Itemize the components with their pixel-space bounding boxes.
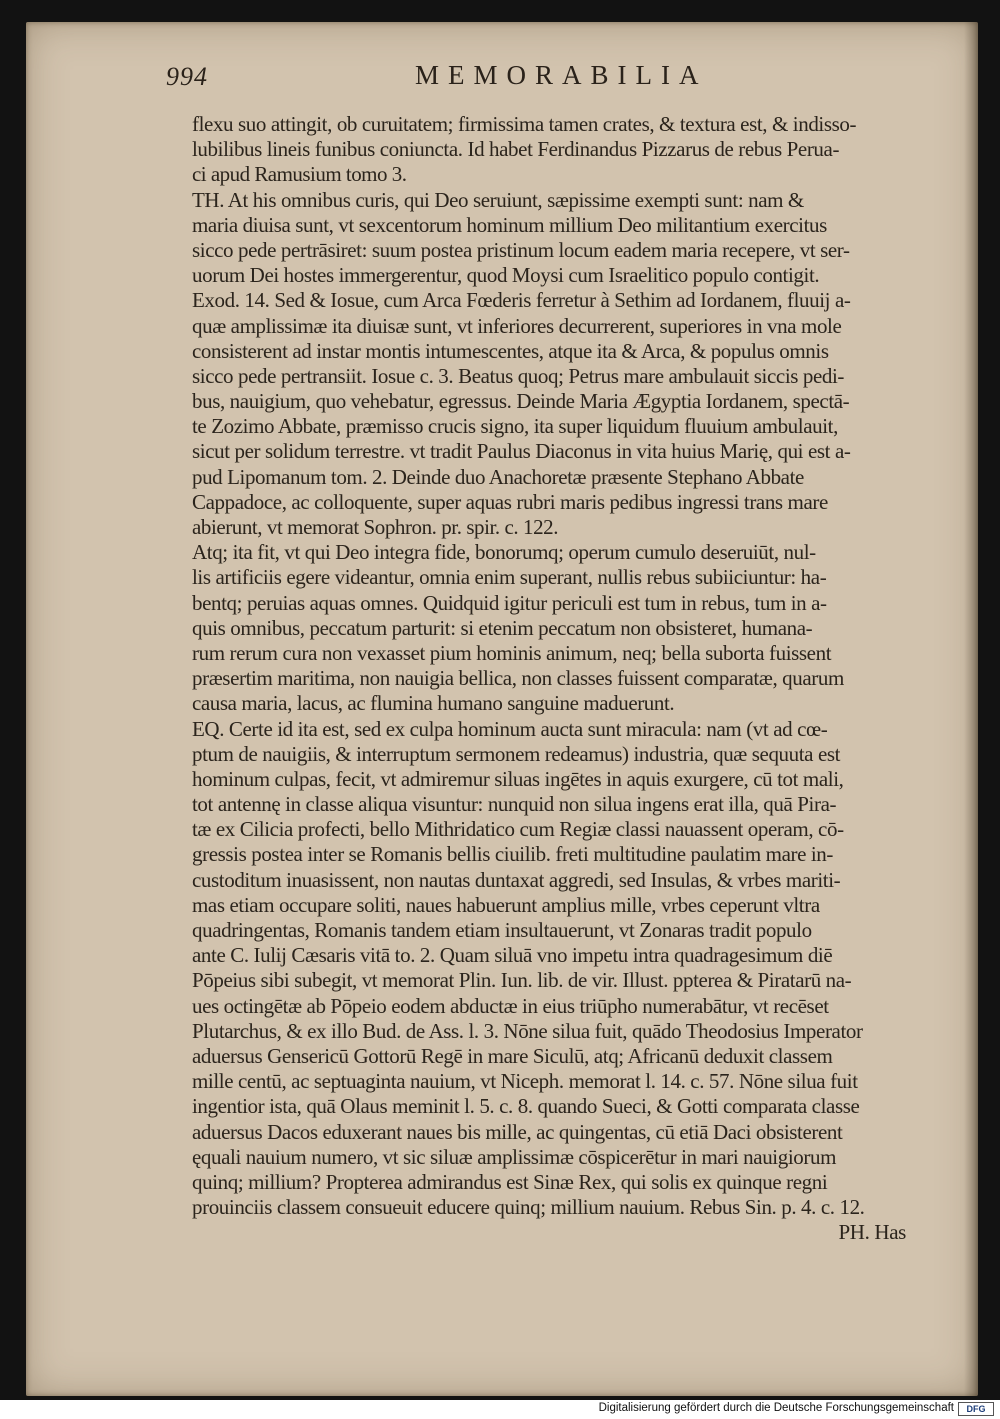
running-title: MEMORABILIA <box>415 60 708 90</box>
text-line: Pōpeius sibi subegit, vt memorat Plin. Iun. lib. de vir. Illust. ppterea & Piratarū na- <box>192 968 852 993</box>
text-line: tot antennę in classe aliqua visuntur: nunquid non silua ingens erat illa, quā Pira- <box>192 792 837 817</box>
text-line: uorum Dei hostes immergerentur, quod Moysi cum Israelitico populo contigit. <box>192 263 820 288</box>
text-line: prouinciis classem consueuit educere quinq; millium nauium. Rebus Sin. p. 4. c. 12. <box>192 1195 865 1220</box>
text-line: abierunt, vt memorat Sophron. pr. spir. c. 122. <box>192 515 559 539</box>
text-line: præsertim maritima, non nauigia bellica, non classes fuissent comparatæ, quarum <box>192 666 844 691</box>
text-line: bus, nauigium, quo vehebatur, egressus. Deinde Maria Ægyptia Iordanem, spectā- <box>192 389 850 414</box>
text-line: sicco pede pertransiit. Iosue c. 3. Beatus quoq; Petrus mare ambulauit siccis pedi- <box>192 363 845 388</box>
page-number: 994 <box>166 62 208 91</box>
text-line: ante C. Iulij Cæsaris vitā to. 2. Quam siluā vno impetu intra quadragesimum diē <box>192 943 833 968</box>
text-line: aduersus Dacos eduxerant naues bis mille, ac quingentas, cū etiā Daci obsisterent <box>192 1119 843 1144</box>
text-line: gressis postea inter se Romanis bellis ciuilib. freti multitudine paulatim mare in- <box>192 842 833 867</box>
funding-notice: Digitalisierung gefördert durch die Deutsche Forschungsgemeinschaft <box>598 1402 954 1414</box>
text-line: quæ amplissimæ ita diuisæ sunt, vt inferiores decurrerent, superiores in vna mole <box>192 313 842 338</box>
text-line: ci apud Ramusium tomo 3. <box>192 162 407 187</box>
text-line: ptum de nauigiis, & interruptum sermonem redeamus) industria, quæ sequuta est <box>192 741 841 766</box>
text-line: consisterent ad instar montis intumescentes, atque ita & Arca, & populus omnis <box>192 338 829 363</box>
dfg-logo-icon: DFG <box>958 1402 994 1416</box>
text-line: bentq; peruias aquas omnes. Quidquid igitur periculi est tum in rebus, tum in a- <box>192 590 827 615</box>
text-line: custoditum inuasissent, non nautas duntaxat aggredi, sed Insulas, & vrbes mariti- <box>192 867 841 892</box>
text-line: Plutarchus, & ex illo Bud. de Ass. l. 3. Nōne silua fuit, quādo Theodosius Imperator <box>192 1018 863 1043</box>
text-line: maria diuisa sunt, vt sexcentorum hominum millium Deo militantium exercitus <box>192 212 827 237</box>
text-line: mas etiam occupare soliti, naues habuerunt amplius mille, vrbes ceperunt vltra <box>192 892 820 917</box>
text-line: quadringentas, Romanis tandem etiam insultauerunt, vt Zonaras tradit populo <box>192 918 812 942</box>
text-line: TH. At his omnibus curis, qui Deo seruiunt, sæpissime exempti sunt: nam & <box>192 187 804 212</box>
text-line: lubilibus lineis funibus coniuncta. Id habet Ferdinandus Pizzarus de rebus Perua- <box>192 137 840 162</box>
text-line: lis artificiis egere videantur, omnia enim superant, nullis rebus subiiciuntur: ha- <box>192 565 827 590</box>
body-text <box>192 112 912 1245</box>
text-line: Exod. 14. Sed & Iosue, cum Arca Fœderis ferretur à Sethim ad Iordanem, fluuij a- <box>192 288 851 313</box>
page-edge-shadow <box>964 22 978 1396</box>
text-line: mille centū, ac septuaginta nauium, vt Niceph. memorat l. 14. c. 57. Nōne silua fuit <box>192 1069 858 1094</box>
text-line: rum rerum cura non vexasset pium hominis animum, neq; bella suborta fuissent <box>192 640 832 665</box>
text-line: hominum culpas, fecit, vt admiremur siluas ingētes in aquis exurgere, cū tot mali, <box>192 766 844 791</box>
text-line: flexu suo attingit, ob curuitatem; firmissima tamen crates, & textura est, & indisso- <box>192 112 857 136</box>
text-line: Atq; ita fit, vt qui Deo integra fide, bonorumq; operum cumulo deseruiūt, nul- <box>192 540 816 565</box>
text-line: ęquali nauium numero, vt sic siluæ amplissimæ cōspicerētur in mari nauigiorum <box>192 1144 836 1169</box>
text-line: te Zozimo Abbate, præmisso crucis signo, ita super liquidum fluuium ambulauit, <box>192 414 838 439</box>
page-header <box>160 58 760 98</box>
text-line: sicco pede pertrāsiret: suum postea pristinum locum eadem maria recepere, vt ser- <box>192 237 850 262</box>
text-line: causa maria, lacus, ac flumina humano sanguine maduerunt. <box>192 691 675 716</box>
catchword: PH. Has <box>838 1220 906 1245</box>
text-line: sicut per solidum terrestre. vt tradit Paulus Diaconus in vita huius Marię, qui est a- <box>192 439 851 464</box>
text-line: ues octingētæ ab Pōpeio eodem abductæ in eius triūpho numerabātur, vt recēset <box>192 993 829 1018</box>
text-line: EQ. Certe id ita est, sed ex culpa hominum aucta sunt miracula: nam (vt ad cœ- <box>192 716 828 741</box>
text-line: tæ ex Cilicia profecti, bello Mithridatico cum Regiæ classi nauassent operam, cō- <box>192 817 844 842</box>
text-line: aduersus Gensericū Gottorū Regē in mare Siculū, atq; Africanū deduxit classem <box>192 1043 833 1068</box>
digitization-footer <box>0 1400 1000 1419</box>
text-line: quis omnibus, peccatum parturit: si etenim peccatum non obsisteret, humana- <box>192 615 813 640</box>
text-line: pud Lipomanum tom. 2. Deinde duo Anachoretæ præsente Stephano Abbate <box>192 464 804 489</box>
text-line: ingentior ista, quā Olaus meminit l. 5. c. 8. quando Sueci, & Gotti comparata classe <box>192 1094 860 1119</box>
text-line: Cappadoce, ac colloquente, super aquas rubri maris pedibus ingressi trans mare <box>192 489 828 514</box>
text-line: quinq; millium? Propterea admirandus est Sinæ Rex, qui solis ex quinque regni <box>192 1169 828 1194</box>
